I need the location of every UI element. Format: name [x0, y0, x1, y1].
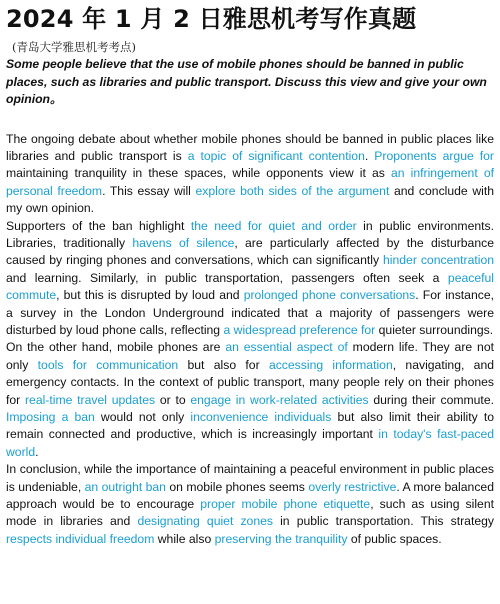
highlighted-phrase: accessing information — [268, 357, 393, 372]
highlighted-phrase: an infringement of personal freedom — [6, 166, 494, 198]
text-run: of public spaces. — [347, 531, 442, 546]
highlighted-phrase: prolonged phone conversations — [243, 288, 416, 303]
text-run: On the other hand, mobile phones are — [6, 340, 226, 355]
highlighted-phrase: overly restrictive — [308, 479, 397, 494]
highlighted-phrase: havens of silence — [132, 235, 235, 250]
text-run: on mobile phones seems — [165, 479, 309, 494]
highlighted-phrase: a topic of significant contention — [187, 148, 365, 163]
source-note: (青岛大学雅思机考考点) — [12, 40, 136, 54]
essay-paragraph-supporters — [6, 218, 494, 340]
highlighted-phrase: real-time travel updates — [24, 392, 156, 407]
highlighted-phrase: an essential aspect of — [225, 340, 348, 355]
text-run: or to — [155, 392, 191, 407]
highlighted-phrase: in today's fast-paced world — [6, 427, 494, 459]
text-run: . For instance, a survey in the London Underground indicated that a majority of passengers were disturbed by loud phone calls, reflecting — [6, 288, 494, 337]
text-run: modern life. They are not only — [6, 340, 495, 372]
highlighted-phrase: proper mobile phone etiquette — [200, 497, 371, 512]
prompt-end-mark: 。 — [50, 92, 63, 106]
highlighted-phrase: tools for communication — [37, 357, 179, 372]
highlighted-phrase: peaceful commute — [6, 270, 494, 303]
text-run: maintaining tranquility in these spaces, while opponents view it as — [6, 166, 391, 181]
highlighted-phrase: hinder concentration — [383, 253, 494, 268]
essay-body — [6, 131, 494, 549]
spacer — [6, 109, 494, 131]
highlighted-phrase: Imposing a ban — [6, 410, 95, 424]
text-run: Supporters of the ban highlight — [6, 218, 191, 233]
prompt-text: Some people believe that the use of mobile phones should be banned in public places, such as libraries and public transport. Discuss this view and give your own opinion — [6, 57, 487, 106]
highlighted-phrase: a widespread preference for — [223, 322, 376, 337]
essay-paragraph-conclusion — [6, 461, 494, 548]
text-run: would not only — [94, 410, 191, 424]
page-title: 2024 年 1 月 2 日雅思机考写作真题 — [6, 5, 417, 33]
text-run: , navigating, and emergency contacts. In the context of public transport, many people rely on their phones for — [6, 357, 495, 407]
text-run: . — [35, 444, 39, 459]
highlighted-phrase: engage in work-related activities — [190, 392, 369, 407]
highlighted-phrase: preserving the tranquility — [214, 531, 348, 546]
text-run: , are particularly affected by the disturbance caused by ringing phones and conversations, which can significantly — [6, 235, 494, 268]
highlighted-phrase: the need for quiet and order — [190, 218, 357, 233]
text-run: In conclusion, while the importance of maintaining a peaceful environment in public places is undeniable, — [6, 462, 494, 494]
text-run: The ongoing debate about whether mobile phones should be banned in public places like libraries and public transport is — [6, 131, 494, 163]
essay-prompt — [6, 56, 494, 109]
text-run: but also limit their ability to remain connected and productive, which is increasingly important — [6, 410, 495, 442]
text-run: , but this is disrupted by loud and — [56, 288, 244, 303]
essay-paragraph-intro — [6, 131, 494, 218]
text-run: in public environments. Libraries, traditionally — [6, 218, 495, 250]
text-run: during their commute. — [368, 392, 494, 407]
essay-paragraph-opponents — [6, 339, 494, 461]
text-run: . — [364, 148, 375, 163]
highlighted-phrase: explore both sides of the argument — [195, 183, 390, 198]
text-run: and learning. Similarly, in public transportation, passengers often seek a — [6, 270, 448, 285]
text-run: while also — [154, 531, 215, 546]
highlighted-phrase: designating quiet zones — [137, 514, 273, 529]
text-run: . This essay will — [102, 183, 196, 198]
text-run: . A more balanced approach would be to encourage — [6, 479, 494, 512]
highlighted-phrase: an outright ban — [84, 479, 166, 494]
text-run: in public transportation. This strategy — [272, 514, 494, 529]
text-run: , such as using silent mode in libraries and — [6, 497, 494, 529]
text-run: but also for — [178, 357, 269, 372]
highlighted-phrase: Proponents argue for — [374, 148, 494, 163]
text-run: and conclude with my own opinion. — [6, 183, 495, 216]
text-run: quieter surroundings. — [375, 322, 494, 337]
highlighted-phrase: respects individual freedom — [6, 531, 155, 546]
highlighted-phrase: inconvenience individuals — [190, 410, 332, 424]
